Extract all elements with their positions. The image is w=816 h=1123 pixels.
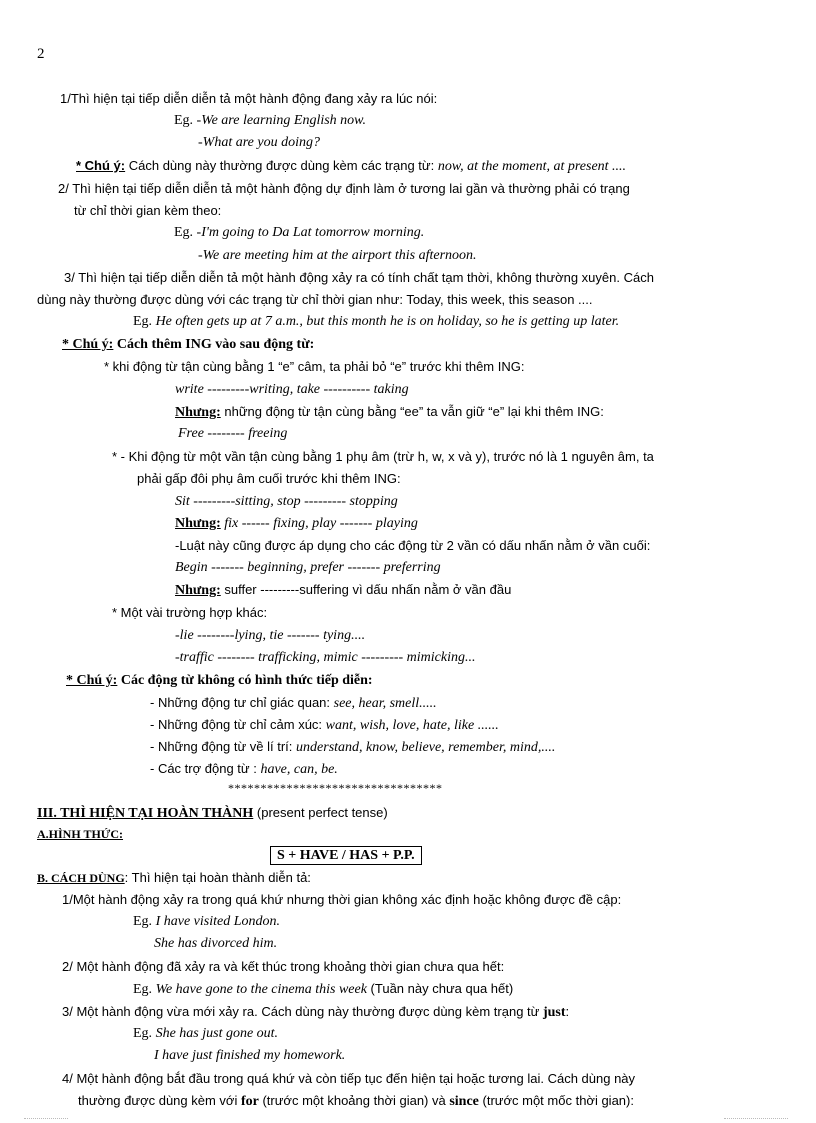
form-label: A.HÌNH THỨC: [37,827,124,841]
example-text: She has just gone out. [155,1026,279,1041]
usage-text-end: : [565,1004,570,1019]
footer-rule-left [24,1118,68,1120]
note-heading-text: Các động từ không có hình thức tiếp diễn: [117,673,373,688]
item-examples: want, wish, love, hate, like ...... [325,718,499,733]
ing-rule-2: * - Khi động từ một vần tận cùng bằng 1 phụ âm (trừ h, w, x và y), trước nó là 1 nguyên âm, ta [112,449,654,464]
usage-text: 3/ Một hành động vừa mới xảy ra. Cách dùng này thường được dùng kèm trạng từ [62,1004,543,1019]
paragraph-use-2: 2/ Thì hiện tại tiếp diễn diễn tả một hành động dự định làm ở tương lai gần và thường phải có trạng [58,181,630,196]
but-label: Nhưng: [175,516,221,531]
item-text: - Những động từ về lí trí: [150,739,297,754]
usage-intro: : Thì hiện tại hoàn thành diễn tả: [124,870,311,885]
section-divider: ********************************* [228,781,443,795]
usage-4: 4/ Một hành động bắt đầu trong quá khứ và còn tiếp tục đến hiện tại hoặc tương lai. Cách dùng này [62,1071,636,1086]
ing-rule-2-extension-example: Begin ------- beginning, prefer ------- preferring [175,560,441,575]
example-line [174,224,424,242]
usage-label: B. CÁCH DÙNG [37,871,125,885]
example-text: I'm going to Da Lat tomorrow morning. [201,225,425,240]
exception-text: những động từ tận cùng bằng “ee” ta vẫn giữ “e” lại khi thêm ING: [220,404,604,419]
example-text: We are learning English now. [201,113,366,128]
example-note: (Tuần này chưa qua hết) [366,981,514,996]
ing-rule-2-exception [175,515,418,533]
ing-rule-1-exception-example: Free -------- freeing [178,426,288,441]
keyword-for: for [240,1094,259,1109]
ing-rule-1: * khi động từ tận cùng bằng 1 “e” câm, ta phải bỏ “e” trước khi thêm ING: [104,359,525,374]
section-title-en: (present perfect tense) [253,805,388,820]
eg-prefix: Eg. [133,914,156,929]
but-label: Nhưng: [175,583,221,598]
formula-text: S + HAVE / HAS + P.P. [270,846,422,865]
paragraph-use-1: 1/Thì hiện tại tiếp diễn diễn tả một hành động đang xảy ra lúc nói: [60,91,438,106]
item-text: - Những động từ chỉ cảm xúc: [150,717,326,732]
note-label: * Chú ý: [76,158,126,173]
item-examples: understand, know, believe, remember, mind,.... [296,740,556,755]
ing-rule-3: * Một vài trường hợp khác: [112,605,268,620]
keyword-just: just [542,1005,566,1020]
example-text: He often gets up at 7 a.m., but this month he is on holiday, so he is getting up later. [155,314,620,329]
paragraph-use-2-cont: từ chỉ thời gian kèm theo: [74,203,222,218]
ing-rule-2-extension: -Luật này cũng được áp dụng cho các động từ 2 vần có dấu nhấn nằm ở vần cuối: [175,538,651,553]
exception-example: fix ------ fixing, play ------- playing [220,516,418,531]
item-text: - Những động tư chỉ giác quan: [150,695,334,710]
example-line [174,112,366,130]
usage-4-cont [78,1092,634,1111]
exception-text: suffer ---------suffering vì dấu nhấn nằm ở vần đầu [220,582,512,597]
no-continuous-item [150,760,338,779]
ing-rule-3-example-2: -traffic -------- trafficking, mimic --------- mimicking... [175,650,476,665]
eg-prefix: Eg. - [174,225,202,240]
usage-text: (trước một mốc thời gian): [478,1093,634,1108]
example-text: We have gone to the cinema this week [155,982,367,997]
usage-heading [37,869,311,888]
ing-heading [62,336,314,354]
no-continuous-item [150,694,437,713]
note-label: * Chú ý: [66,673,118,688]
eg-prefix: Eg. [133,982,156,997]
page-number: 2 [37,46,45,62]
item-examples: see, hear, smell..... [333,696,437,711]
example-line [133,980,513,999]
ing-rule-3-example-1: -lie --------lying, tie ------- tying.... [175,628,366,643]
usage-3 [62,1003,569,1022]
example-line [133,1025,278,1043]
usage-text: thường được dùng kèm với [78,1093,241,1108]
eg-prefix: Eg. - [174,113,202,128]
ing-rule-1-exception [175,403,604,422]
note-label: * Chú ý: [62,337,114,352]
ing-rule-2-exception-2 [175,581,511,600]
note-adverbs: now, at the moment, at present .... [437,159,627,174]
no-continuous-heading [66,672,373,690]
example-text: I have just finished my homework. [154,1048,346,1063]
ing-rule-1-example: write ---------writing, take ---------- taking [175,382,409,397]
ing-rule-2-cont: phải gấp đôi phụ âm cuối trước khi thêm ING: [137,471,401,486]
example-text: -We are meeting him at the airport this afternoon. [198,248,477,263]
no-continuous-item [150,738,555,757]
item-text: - Các trợ động từ : [150,761,261,776]
footer-rule-right [724,1118,788,1120]
eg-prefix: Eg. [133,1026,156,1041]
but-label: Nhưng: [175,405,221,420]
usage-1: 1/Một hành động xảy ra trong quá khứ nhưng thời gian không xác định hoặc không được đề cập: [62,892,622,907]
formula-box [270,846,422,865]
example-line [133,913,280,931]
paragraph-use-3: 3/ Thì hiện tại tiếp diễn diễn tả một hành động xảy ra có tính chất tạm thời, không thường xuyên. Cách [64,270,654,285]
note-text: Cách dùng này thường được dùng kèm các trạng từ: [125,158,438,173]
ing-rule-2-example: Sit ---------sitting, stop --------- stopping [175,494,398,509]
note-line [76,157,626,176]
paragraph-use-3-cont: dùng này thường được dùng với các trạng từ chỉ thời gian như: Today, this week, this season .... [37,292,593,307]
section-title [37,804,388,823]
item-examples: have, can, be. [260,762,338,777]
section-title-vi: III. THÌ HIỆN TẠI HOÀN THÀNH [37,806,254,821]
no-continuous-item [150,716,499,735]
example-text: -What are you doing? [198,135,320,150]
keyword-since: since [449,1094,479,1109]
usage-2: 2/ Một hành động đã xảy ra và kết thúc trong khoảng thời gian chưa qua hết: [62,959,505,974]
usage-text: (trước một khoảng thời gian) và [258,1093,450,1108]
example-text: I have visited London. [155,914,280,929]
example-line [133,313,619,331]
eg-prefix: Eg. [133,314,156,329]
example-text: She has divorced him. [154,936,278,951]
note-heading-text: Cách thêm ING vào sau động từ: [113,337,315,352]
